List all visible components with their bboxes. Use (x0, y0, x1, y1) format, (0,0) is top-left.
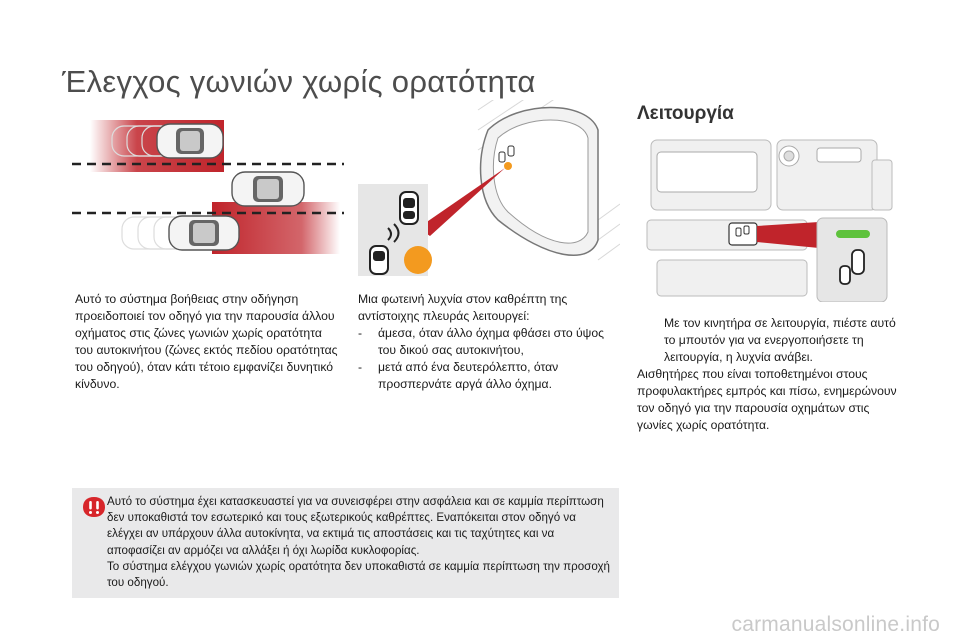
warning-box (72, 488, 619, 598)
car-lower-icon (169, 216, 239, 250)
mirror-lamp-illustration (358, 100, 620, 280)
warning-exclamation-icon (82, 496, 106, 518)
car-middle-icon (232, 172, 304, 206)
green-led-indicator (836, 230, 870, 238)
operation-bullet-text: Με τον κινητήρα σε λειτουργία, πιέστε αυτό το μπουτόν για να ενεργοποιήσετε τη λειτουργία, η λυχνία ανάβει. (664, 316, 896, 364)
page-title: Έλεγχος γωνιών χωρίς ορατότητα (62, 64, 536, 99)
lamp-intro-text: Μια φωτεινή λυχνία στον καθρέπτη της αντίστοιχης πλευράς λειτουργεί: (358, 292, 568, 323)
dash-marker: - (358, 360, 363, 374)
sensors-text: Αισθητήρες που είναι τοποθετημένοι στους προφυλακτήρες εμπρός και πίσω, ενημερώνουν τον οδηγό για την παρουσία οχημάτων στις γωνίες χωρίς ορατότητα. (637, 367, 897, 432)
lamp-description (358, 291, 620, 393)
blind-spot-road-illustration (72, 112, 344, 262)
operation-description (637, 315, 907, 434)
list-item-text: άμεσα, όταν άλλο όχημα φθάσει στο ύψος του δικού σας αυτοκινήτου, (378, 326, 605, 357)
orange-lamp-icon (404, 246, 432, 274)
list-item-text: μετά από ένα δευτερόλεπτο, όταν προσπερνάτε αργά άλλο όχημα. (378, 360, 559, 391)
warning-line-1: Αυτό το σύστημα έχει κατασκευαστεί για να συνεισφέρει στην ασφάλεια και σε καμμία περίπτωση δεν υποκαθιστά τον εσωτερικό και τους εξωτερικούς καθρέπτες. Εναπόκειται στον οδηγό να ελέγχει αν υπάρχουν άλλα αυτοκίνητα, να εκτιμά τις αποστάσεις και τις ταχύτητες και να αποφασίζει αν αρμόζει να αλλάξει ή όχι λωρίδα κυκλοφορίας. (107, 495, 604, 557)
lamp-conditions-list (358, 325, 620, 393)
dashboard-button-illustration (637, 130, 909, 302)
footer-watermark: carmanualsonline.info (731, 613, 940, 636)
blind-spot-switch (729, 223, 757, 245)
warning-line-2: Το σύστημα ελέγχου γωνιών χωρίς ορατότητα δεν υποκαθιστά σε καμμία περίπτωση την προσοχή του οδηγού. (107, 559, 610, 590)
section-heading: Λειτουργία (637, 103, 734, 124)
car-upper-icon (157, 124, 223, 158)
dash-marker: - (358, 326, 363, 340)
list-item (358, 359, 620, 393)
warning-text (107, 494, 612, 591)
operation-bullet (637, 315, 907, 366)
system-intro-paragraph: Αυτό το σύστημα βοήθειας στην οδήγηση προειδοποιεί τον οδηγό για την παρουσία άλλου οχήματος στις ζώνες γωνιών χωρίς ορατότητα του αυτοκινήτου (ζώνες εκτός πεδίου ορατότητας του οδηγού), όταν κάτι τέτοιο εμφανίζει δυνητικό κίνδυνο. (75, 292, 338, 391)
list-item (358, 325, 620, 359)
